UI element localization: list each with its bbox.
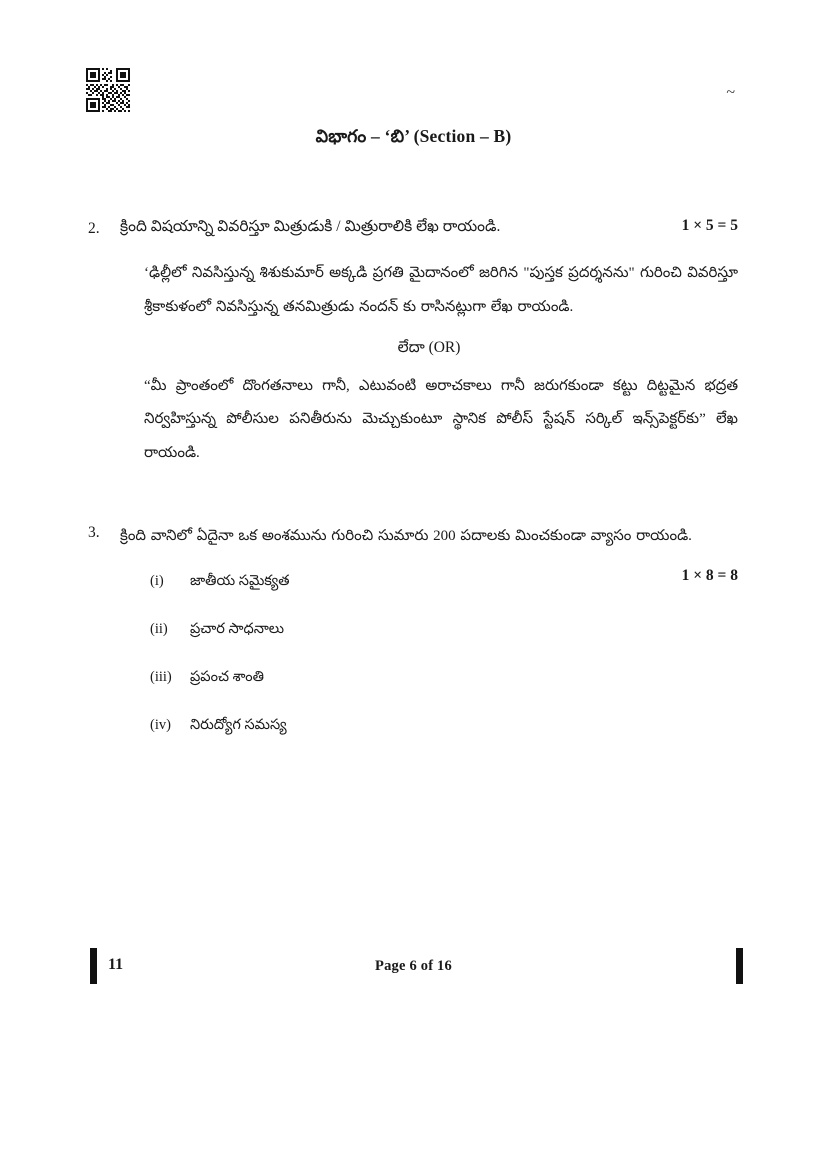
list-item [150, 669, 738, 689]
list-item-roman: (iv) [150, 717, 171, 734]
question-3-prompt: క్రింది వానిలో ఏదైనా ఒక అంశమును గురించి సుమారు 200 పదాలకు మించకుండా వ్యాసం రాయండి. [120, 527, 692, 544]
question-2-prompt: క్రింది విషయాన్ని వివరిస్తూ మిత్రుడుకి / మిత్రురాలికి లేఖ రాయండి. [120, 218, 501, 235]
question-3 [88, 519, 738, 766]
list-item-roman: (i) [150, 573, 164, 590]
list-item [150, 573, 738, 593]
question-3-topic-list [120, 573, 738, 737]
tilde-mark: ~ [726, 84, 735, 101]
list-item-roman: (ii) [150, 621, 168, 638]
list-item-label: ప్రపంచ శాంతి [190, 669, 264, 686]
question-2-marks: 1 × 5 = 5 [681, 217, 738, 234]
question-content [88, 215, 738, 765]
list-item-label: నిరుద్యోగ సమస్య [190, 717, 287, 734]
section-heading: విభాగం – ‘బి’ (Section – B) [315, 126, 512, 146]
question-3-marks: 1 × 8 = 8 [681, 566, 738, 584]
list-item [150, 621, 738, 641]
question-2 [88, 215, 738, 471]
qr-code-icon [86, 68, 130, 112]
footer-left-number: 11 [108, 956, 124, 973]
list-item-label: జాతీయ సమైక్యత [190, 573, 290, 590]
question-2-option-b: “మీ ప్రాంతంలో దొంగతనాలు గానీ, ఎటువంటి అరాచకాలు గానీ జరుగకుండా కట్టు దిట్టమైన భద్రత నిర్వహిస్తున్న పోలీసుల పనితీరును మెచ్చుకుంటూ స్థానిక పోలీస్ స్టేషన్ సర్కిల్ ఇన్స్‌పెక్టర్‌కు” లేఖ రాయండి. [144, 377, 738, 462]
list-item [150, 717, 738, 737]
list-item-roman: (iii) [150, 669, 172, 686]
page-indicator: Page 6 of 16 [375, 958, 452, 974]
question-2-number: 2. [88, 220, 100, 237]
question-3-number: 3. [88, 523, 100, 541]
question-2-option-a: ‘ఢిల్లీలో నివసిస్తున్న శిశుకుమార్ అక్కడి ప్రగతి మైదానంలో జరిగిన "పుస్తక ప్రదర్శనను" గురించి వివరిస్తూ శ్రీకాకుళంలో నివసిస్తున్న తనమిత్రుడు నందన్ కు రాసినట్లుగా లేఖ రాయండి. [144, 265, 738, 315]
list-item-label: ప్రచార సాధనాలు [190, 621, 285, 638]
page-footer [0, 948, 827, 988]
question-2-or-label: లేదా (OR) [397, 338, 461, 356]
